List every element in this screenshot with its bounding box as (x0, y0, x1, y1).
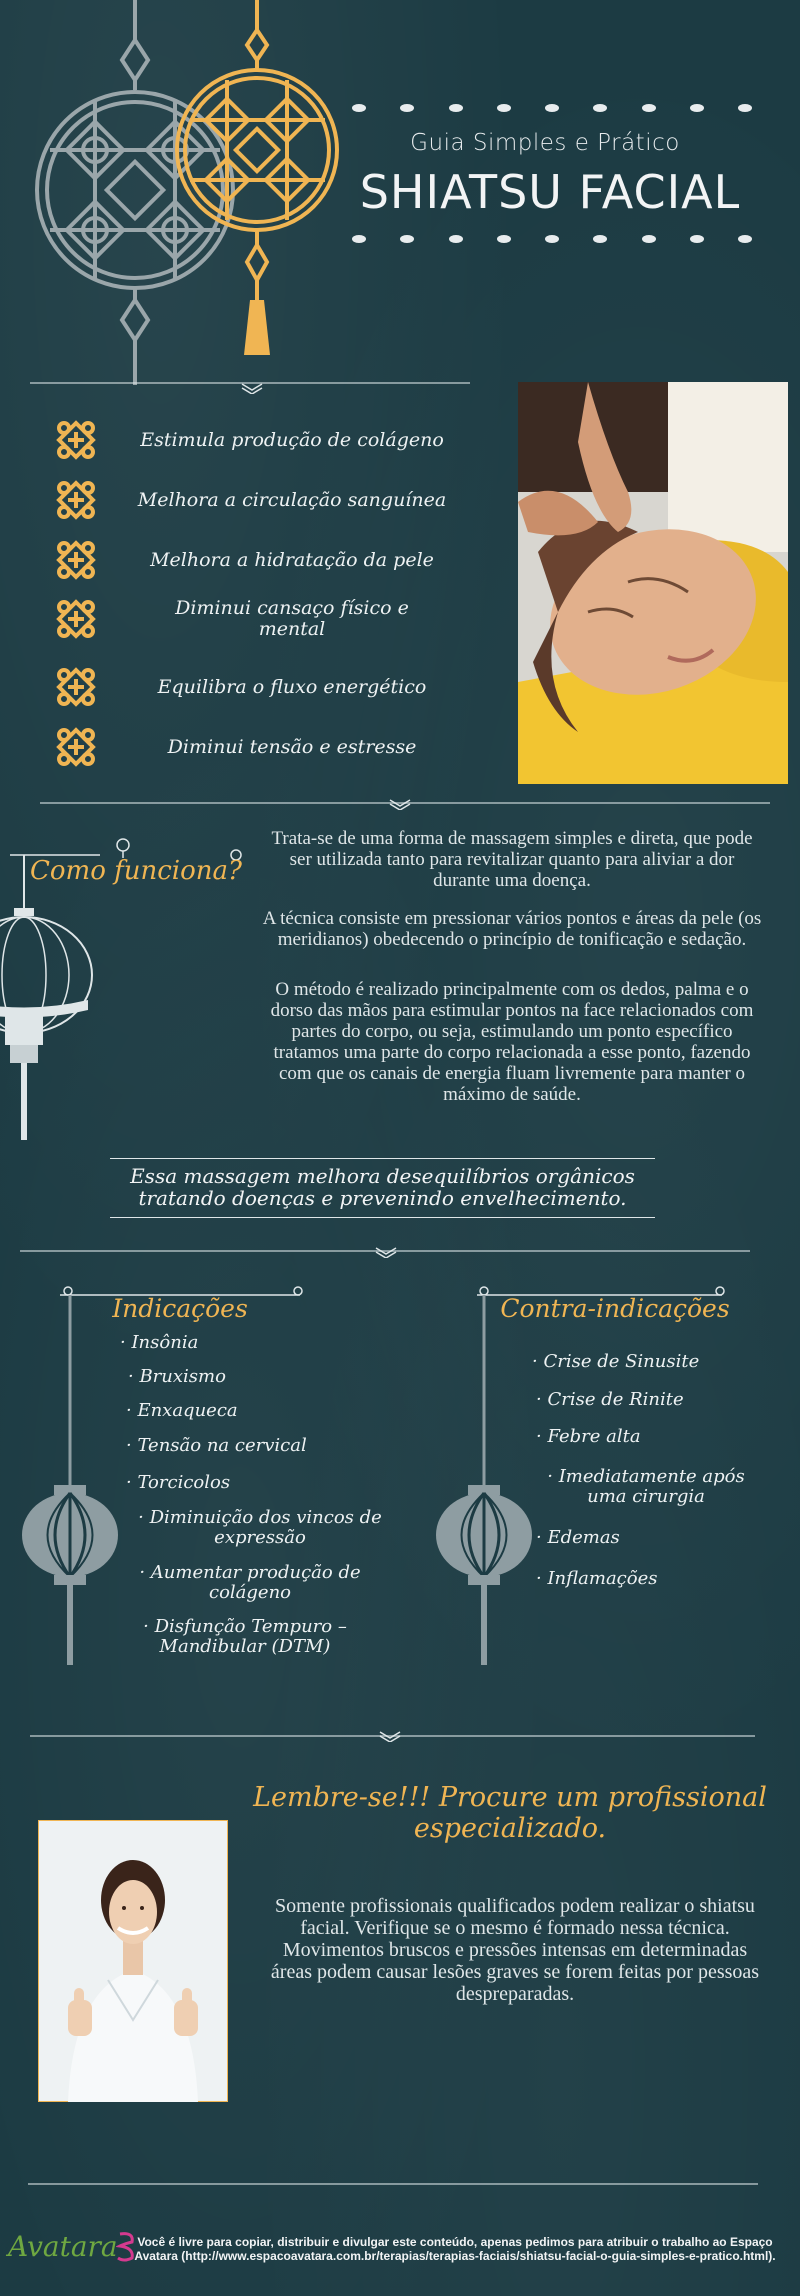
benefit-label: Melhora a circulação sanguínea (137, 488, 447, 511)
benefit-label: Equilibra o fluxo energético (157, 675, 427, 698)
benefit-label: Melhora a hidratação da pele (150, 548, 434, 571)
hanging-ornament-gold (170, 0, 350, 360)
contraindication-item: · Febre alta (536, 1426, 641, 1447)
page-title: SHIATSU FACIAL (359, 165, 741, 219)
benefit-label: Diminui cansaço físico e mental (175, 597, 409, 640)
header-dots-bottom (352, 235, 752, 245)
benefit-item (56, 667, 476, 707)
indication-item: · Tensão na cervical (126, 1435, 307, 1456)
highlight-text: Essa massagem melhora desequilíbrios orgânicos tratando doenças e prevenindo envelhecimento. (130, 1164, 635, 1210)
license-text: Você é livre para copiar, distribuir e divulgar este conteúdo, apenas pedimos para atribuir o trabalho ao Espaço Avatara (http://www.espacoavatara.com.br/terapias/terapias-faciais/shiatsu-facial-o-guia-simples-e-pratico.html). (134, 2235, 776, 2263)
knot-icon (56, 727, 96, 767)
contraindication-item: · Crise de Rinite (536, 1389, 684, 1410)
indication-item: · Bruxismo (128, 1366, 226, 1387)
contraindication-item: · Crise de Sinusite (532, 1351, 700, 1372)
benefit-label: Estimula produção de colágeno (140, 428, 444, 451)
chevron-down-icon (378, 1730, 402, 1742)
professional-photo (38, 1820, 228, 2102)
reminder-heading: Lembre-se!!! Procure um profissional especializado. (253, 1782, 767, 1844)
knot-icon (56, 540, 96, 580)
facial-massage-photo (518, 382, 788, 784)
benefit-item (56, 480, 476, 520)
knot-icon (56, 480, 96, 520)
indication-item: · Diminuição dos vincos de expressão (138, 1507, 382, 1548)
knot-icon (56, 420, 96, 460)
highlight-rule (110, 1217, 655, 1218)
knot-icon (56, 599, 96, 639)
benefit-item (56, 420, 476, 460)
how-it-works-heading: Como funciona? (30, 856, 242, 886)
indication-item: · Torcicolos (126, 1472, 231, 1493)
how-it-works-p3: O método é realizado principalmente com os dedos, palma e o dorso das mãos para estimular pontos na face relacionados com partes do corpo, ou seja, estimulando um ponto específico tratamos uma parte do corpo relacionada a esse ponto, fazendo com que os canais de energia fluam livremente para manter o máximo de saúde. (270, 979, 754, 1105)
header-subtitle: Guia Simples e Prático (410, 130, 680, 156)
avatara-logo: Avatara (8, 2228, 138, 2264)
indication-item: · Aumentar produção de colágeno (139, 1562, 361, 1603)
benefit-item (56, 598, 476, 640)
chevron-down-icon (374, 1246, 398, 1258)
indication-item: · Insônia (120, 1332, 199, 1353)
chevron-down-icon (388, 798, 412, 810)
small-ring-icon (112, 836, 134, 858)
reminder-text: Somente profissionais qualificados podem realizar o shiatsu facial. Verifique se o mesmo é formado nessa técnica. Movimentos bruscos e pressões intensas em determinadas áreas podem causar lesões graves se forem feitas por pessoas despreparadas. (270, 1895, 760, 2005)
contraindications-heading: Contra-indicações (500, 1294, 730, 1323)
contraindication-item: · Inflamações (536, 1568, 658, 1589)
benefit-label: Diminui tensão e estresse (167, 735, 417, 758)
contraindication-item: · Imediatamente após uma cirurgia (547, 1466, 745, 1507)
indication-item: · Disfunção Tempuro – Mandibular (DTM) (143, 1616, 347, 1657)
section-divider (28, 2183, 758, 2185)
indications-heading: Indicações (112, 1294, 248, 1323)
benefit-item (56, 727, 476, 767)
indication-item: · Enxaqueca (126, 1400, 238, 1421)
knot-icon (56, 667, 96, 707)
highlight-rule (110, 1158, 655, 1159)
chevron-down-icon (240, 382, 264, 394)
header-dots-top (352, 104, 752, 114)
how-it-works-p2: A técnica consiste em pressionar vários pontos e áreas da pele (os meridianos) obedecendo o princípio de tonificação e sedação. (262, 908, 762, 950)
contraindication-item: · Edemas (536, 1527, 620, 1548)
how-it-works-p1: Trata-se de uma forma de massagem simples e direta, que pode ser utilizada tanto para revitalizar quanto para aliviar a dor durante uma doença. (271, 828, 753, 891)
benefit-item (56, 540, 476, 580)
